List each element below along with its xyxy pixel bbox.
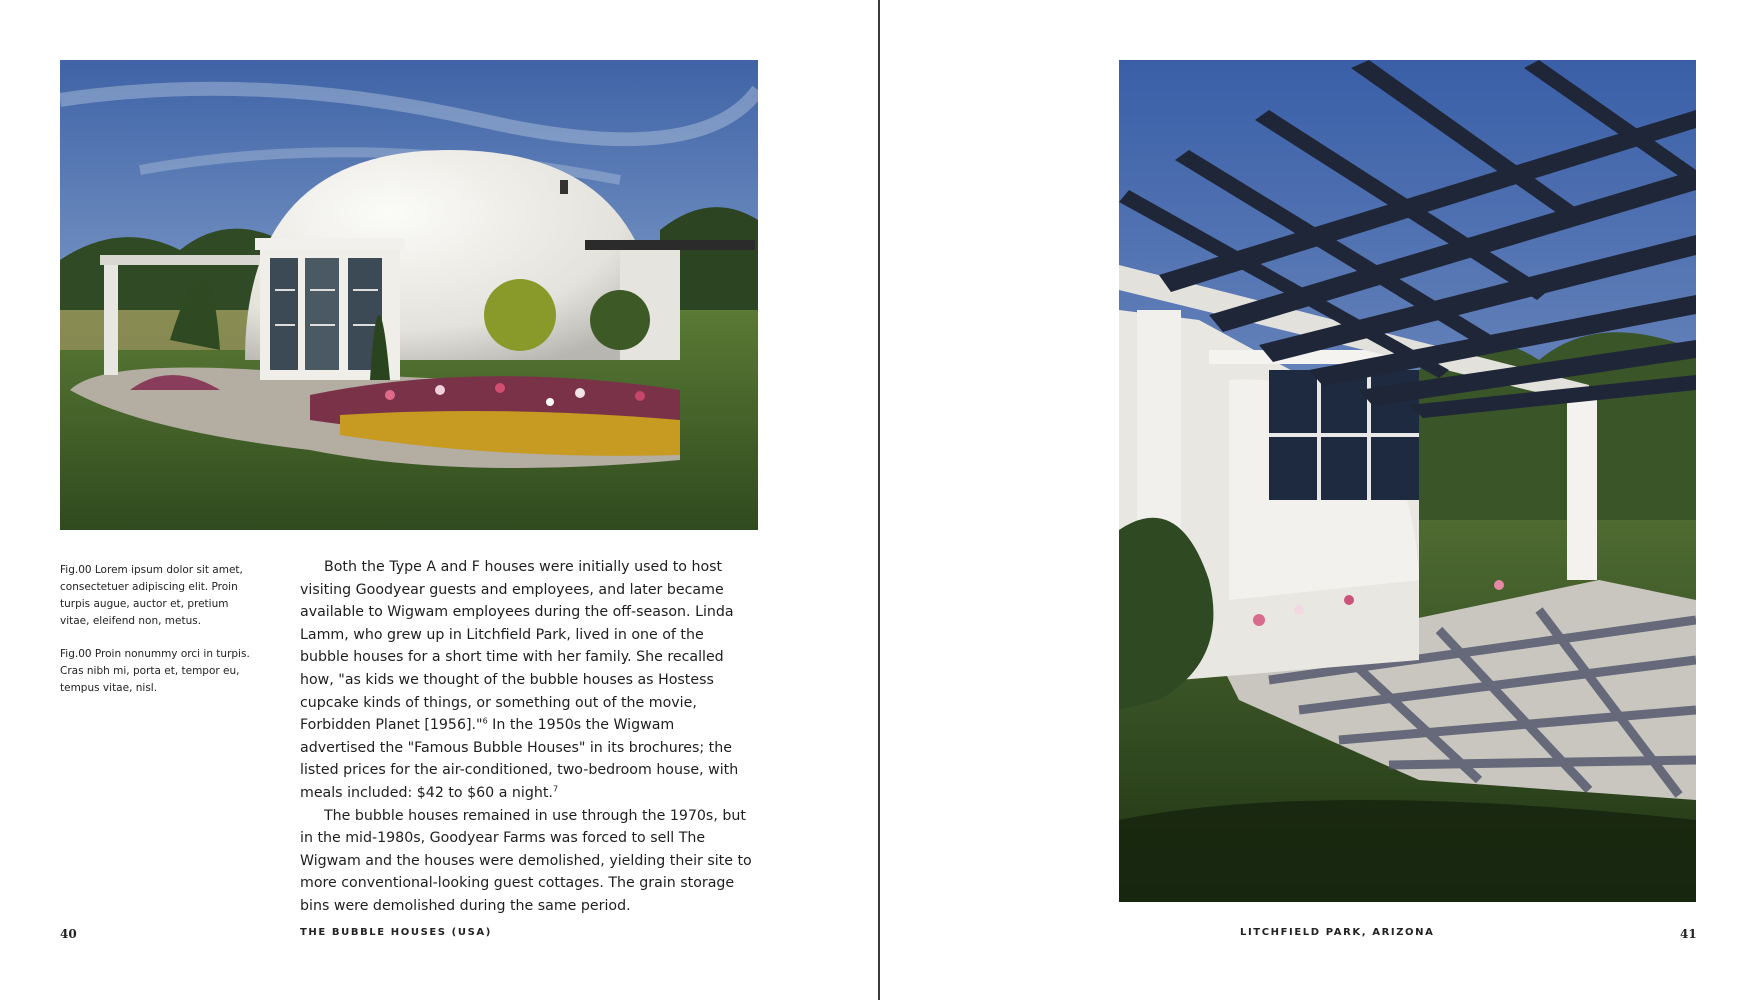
photo-pergola xyxy=(1119,60,1696,902)
running-head-left: THE BUBBLE HOUSES (USA) xyxy=(300,927,492,938)
paragraph-1-part-a: Both the Type A and F houses were initially used to host visiting Goodyear guests and employees, and later became available to Wigwam employees during the off-season. Linda Lamm, who grew up in Litchfield Park, lived in one of the bubble houses for a short time with her family. She recalled how, "as kids we thought of the bubble houses as Hostess cupcake kinds of things, or something out of the movie, Forbidden Planet [1956]." xyxy=(300,559,734,734)
pergola-image xyxy=(1119,60,1696,902)
paragraph-1-part-b: In the 1950s the Wigwam advertised the "Famous Bubble Houses" in its brochures; the listed prices for the air-conditioned, two-bedroom house, with meals included: $42 to $60 a night. xyxy=(300,717,739,801)
figure-caption-1: Fig.00 Lorem ipsum dolor sit amet, consectetuer adipiscing elit. Proin turpis augue, auctor et, pretium vitae, eleifend non, metus. xyxy=(60,564,243,627)
body-text xyxy=(300,556,754,918)
page-number-left: 40 xyxy=(60,927,77,941)
paragraph-2: The bubble houses remained in use through the 1970s, but in the mid-1980s, Goodyear Farms was forced to sell The Wigwam and the houses were demolished, yielding their site to more conventional-looking guest cottages. The grain storage bins were demolished during the same period. xyxy=(300,807,752,914)
running-head-right: LITCHFIELD PARK, ARIZONA xyxy=(1240,927,1435,938)
bubble-house-image xyxy=(60,60,758,530)
footnote-ref-7[interactable]: 7 xyxy=(552,784,559,794)
page-number-right: 41 xyxy=(1680,927,1697,941)
footnote-ref-6[interactable]: 6 xyxy=(482,716,488,726)
paragraph-1 xyxy=(300,556,754,805)
caption-column xyxy=(60,562,260,713)
photo-bubble-house xyxy=(60,60,758,530)
figure-caption-2: Fig.00 Proin nonummy orci in turpis. Cras nibh mi, porta et, tempor eu, tempus vitae, nisl. xyxy=(60,648,250,694)
